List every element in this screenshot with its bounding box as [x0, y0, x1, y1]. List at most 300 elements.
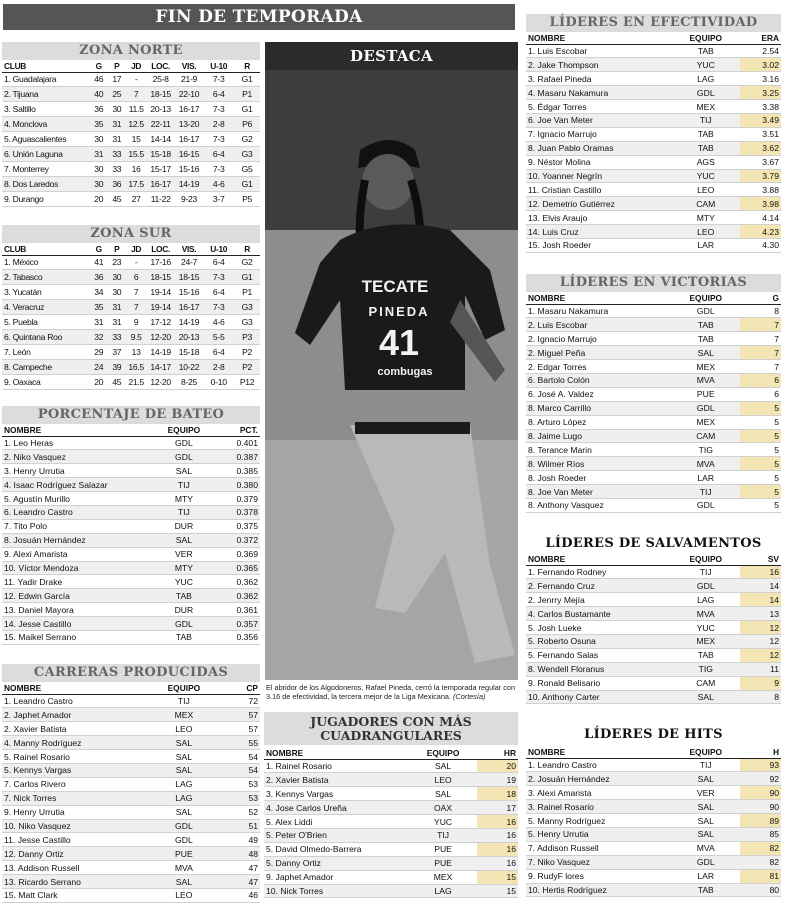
table-cell: P1 — [234, 87, 260, 102]
table-cell: 15 — [477, 884, 518, 898]
caption-credit: (Cortesía) — [453, 692, 486, 702]
table-cell: 19-14 — [146, 300, 174, 315]
table-cell: 2. Miguel Peña — [526, 346, 671, 360]
table-cell: TAB — [671, 332, 740, 346]
table-cell: 33 — [108, 161, 126, 176]
column-header: JD — [126, 243, 147, 255]
table-cell: 14 — [740, 593, 781, 607]
table-cell: 93 — [740, 758, 781, 772]
table-cell: 7 — [740, 360, 781, 374]
table-cell: 8. Joe Van Meter — [526, 485, 671, 499]
table-cell: 5 — [740, 485, 781, 499]
table-row — [526, 225, 781, 239]
table-row — [2, 805, 260, 819]
zona-norte-panel — [2, 42, 260, 207]
table-cell: SAL — [149, 805, 219, 819]
table-cell: 3. Saltillo — [2, 102, 90, 117]
table-cell: 7-3 — [203, 132, 234, 147]
zona-norte-table — [2, 60, 260, 207]
table-row — [526, 183, 781, 197]
table-cell: 21-9 — [175, 72, 203, 87]
table-cell: LAG — [409, 884, 478, 898]
table-cell: 5. David Olmedo-Barrera — [264, 842, 409, 856]
table-row — [2, 344, 260, 359]
table-row — [526, 457, 781, 471]
table-cell: 3.38 — [740, 100, 781, 114]
table-row — [526, 786, 781, 800]
table-cell: GDL — [671, 579, 740, 593]
table-cell: 15. Josh Roeder — [526, 238, 671, 252]
table-cell: TAB — [671, 127, 740, 141]
table-cell: 3. Henry Urrutia — [2, 464, 149, 478]
column-header: CLUB — [2, 60, 90, 72]
table-cell: 47 — [219, 861, 260, 875]
table-cell: 7. Niko Vasquez — [526, 855, 671, 869]
table-row — [526, 238, 781, 252]
table-cell: 13. Daniel Mayora — [2, 603, 149, 617]
table-cell: PUE — [149, 847, 219, 861]
table-cell: SAL — [149, 533, 219, 547]
table-cell: 0.365 — [219, 561, 260, 575]
efectividad-table — [526, 32, 781, 253]
table-row — [526, 593, 781, 607]
table-cell: 36 — [90, 102, 108, 117]
table-cell: TAB — [149, 630, 219, 644]
table-cell: 10. Yoanner Negrín — [526, 169, 671, 183]
table-cell: 16.5 — [126, 359, 147, 374]
table-cell: 9 — [126, 315, 147, 330]
table-cell: 24 — [90, 359, 108, 374]
table-row — [526, 346, 781, 360]
table-cell: LAG — [671, 72, 740, 86]
column-header: VIS. — [175, 243, 203, 255]
table-cell: 1. Rainel Rosario — [264, 759, 409, 773]
table-cell: OAX — [409, 801, 478, 815]
table-cell: 46 — [90, 72, 108, 87]
table-cell: 0.375 — [219, 519, 260, 533]
bateo-title: PORCENTAJE DE BATEO — [2, 406, 260, 424]
table-cell: 85 — [740, 827, 781, 841]
zona_norte-header-row — [2, 60, 260, 72]
table-cell: 7 — [740, 332, 781, 346]
column-header: R — [234, 243, 260, 255]
table-cell: 32 — [90, 329, 108, 344]
table-cell: TAB — [671, 44, 740, 58]
table-cell: 51 — [219, 819, 260, 833]
table-cell: 9-23 — [175, 191, 203, 206]
table-row — [264, 787, 518, 801]
table-cell: 3.98 — [740, 197, 781, 211]
table-cell: 53 — [219, 777, 260, 791]
destaca-title: DESTACA — [265, 42, 518, 70]
table-cell: 0.369 — [219, 547, 260, 561]
column-header: NOMBRE — [526, 553, 671, 565]
table-row — [2, 285, 260, 300]
table-cell: GDL — [671, 304, 740, 318]
table-cell: MTY — [149, 492, 219, 506]
table-row — [264, 773, 518, 787]
table-cell: 8 — [740, 304, 781, 318]
table-cell: GDL — [149, 617, 219, 631]
table-cell: 16-15 — [175, 146, 203, 161]
table-row — [2, 861, 260, 875]
table-cell: 5 — [740, 471, 781, 485]
table-cell: LAR — [671, 238, 740, 252]
table-cell: 5 — [740, 415, 781, 429]
table-cell: 16-17 — [175, 132, 203, 147]
table-cell: 14-14 — [146, 132, 174, 147]
jonrones-header-row — [264, 747, 518, 759]
table-cell: 1. Guadalajara — [2, 72, 90, 87]
table-cell: 14-17 — [146, 359, 174, 374]
pitcher-photo — [265, 70, 518, 680]
table-cell: 2. Xavier Batista — [2, 722, 149, 736]
table-cell: 25 — [108, 87, 126, 102]
table-cell: TAB — [671, 648, 740, 662]
table-row — [264, 801, 518, 815]
column-header: G — [740, 292, 781, 304]
table-cell: TAB — [671, 883, 740, 897]
table-cell: 10. Niko Vasquez — [2, 819, 149, 833]
jersey-brand-text: TECATE — [361, 277, 429, 296]
table-cell: 14-19 — [175, 176, 203, 191]
column-header: NOMBRE — [2, 682, 149, 694]
table-row — [264, 856, 518, 870]
table-cell: 1. Masaru Nakamura — [526, 304, 671, 318]
table-cell: 20 — [477, 759, 518, 773]
table-cell: MEX — [671, 415, 740, 429]
column-header: EQUIPO — [671, 746, 740, 758]
table-row — [264, 759, 518, 773]
table-cell: 18 — [477, 787, 518, 801]
table-cell: 8. Juan Pablo Oramas — [526, 141, 671, 155]
table-cell: 5. Rainel Rosario — [2, 750, 149, 764]
table-row — [526, 141, 781, 155]
table-row — [526, 318, 781, 332]
table-cell: 2. Jake Thompson — [526, 58, 671, 72]
table-cell: 6 — [740, 387, 781, 401]
table-cell: 34 — [90, 285, 108, 300]
column-header: H — [740, 746, 781, 758]
table-cell: 17 — [477, 801, 518, 815]
table-cell: 20-13 — [175, 329, 203, 344]
table-cell: 19-14 — [146, 285, 174, 300]
table-cell: 5. Puebla — [2, 315, 90, 330]
table-cell: SAL — [671, 346, 740, 360]
column-header: ERA — [740, 32, 781, 44]
table-cell: 30 — [108, 270, 126, 285]
table-cell: 22-10 — [175, 87, 203, 102]
table-cell: 5. Kennys Vargas — [2, 763, 149, 777]
table-row — [2, 519, 260, 533]
table-cell: GDL — [149, 819, 219, 833]
table-cell: 5. Danny Ortiz — [264, 856, 409, 870]
table-row — [526, 498, 781, 512]
table-cell: SAL — [149, 464, 219, 478]
table-cell: 7. Ignacio Marrujo — [526, 127, 671, 141]
zona_sur-header-row — [2, 243, 260, 255]
table-row — [526, 758, 781, 772]
table-cell: 4. Manny Rodríguez — [2, 736, 149, 750]
table-cell: LEO — [149, 722, 219, 736]
column-header: NOMBRE — [526, 292, 671, 304]
table-cell: SAL — [409, 787, 478, 801]
table-cell: 10. Anthony Carter — [526, 690, 671, 704]
table-cell: 15-18 — [175, 344, 203, 359]
table-cell: SAL — [671, 827, 740, 841]
table-row — [2, 617, 260, 631]
zona-sur-panel — [2, 225, 260, 390]
jersey-number-text: 41 — [378, 322, 420, 363]
table-cell: 1. Leo Heras — [2, 436, 149, 450]
table-row — [264, 815, 518, 829]
table-cell: 31 — [90, 315, 108, 330]
table-row — [526, 855, 781, 869]
table-cell: 3. Yucatán — [2, 285, 90, 300]
table-cell: 10. Nick Torres — [264, 884, 409, 898]
table-row — [526, 485, 781, 499]
table-cell: YUC — [671, 58, 740, 72]
column-header: NOMBRE — [2, 424, 149, 436]
table-cell: 2. Edgar Torres — [526, 360, 671, 374]
table-cell: 22-11 — [146, 117, 174, 132]
table-cell: GDL — [149, 436, 219, 450]
table-cell: 5. Agustín Murillo — [2, 492, 149, 506]
table-row — [2, 132, 260, 147]
table-row — [526, 827, 781, 841]
table-cell: 7. Monterrey — [2, 161, 90, 176]
carreras-header-row — [2, 682, 260, 694]
table-row — [2, 270, 260, 285]
table-cell: 4. Veracruz — [2, 300, 90, 315]
table-cell: 2. Josuán Hernández — [526, 772, 671, 786]
table-cell: 20 — [90, 374, 108, 389]
table-cell: 15.5 — [126, 146, 147, 161]
table-cell: 7. Nick Torres — [2, 791, 149, 805]
table-cell: 5 — [740, 498, 781, 512]
table-cell: 4.14 — [740, 211, 781, 225]
table-cell: 4. Isaac Rodríguez Salazar — [2, 478, 149, 492]
table-cell: 48 — [219, 847, 260, 861]
table-cell: 8-25 — [175, 374, 203, 389]
table-cell: YUC — [671, 169, 740, 183]
table-cell: 2. Tijuana — [2, 87, 90, 102]
salvamentos-panel — [526, 535, 781, 704]
table-cell: TIJ — [671, 113, 740, 127]
table-cell: TAB — [671, 318, 740, 332]
table-row — [2, 875, 260, 889]
table-row — [526, 800, 781, 814]
table-cell: 53 — [219, 791, 260, 805]
table-cell: 47 — [219, 875, 260, 889]
table-cell: 82 — [740, 855, 781, 869]
table-cell: 35 — [90, 300, 108, 315]
table-cell: 31 — [108, 315, 126, 330]
table-cell: 8. Marco Carrillo — [526, 401, 671, 415]
table-row — [2, 505, 260, 519]
jonrones-title-line2: CUADRANGULARES — [320, 728, 462, 743]
salvamentos-table — [526, 553, 781, 704]
table-cell: - — [126, 72, 147, 87]
table-row — [526, 44, 781, 58]
column-header: G — [90, 60, 108, 72]
table-row — [2, 833, 260, 847]
table-cell: 5. Roberto Osuna — [526, 634, 671, 648]
table-cell: 7 — [740, 318, 781, 332]
table-cell: LAG — [671, 593, 740, 607]
table-row — [2, 191, 260, 206]
table-row — [2, 575, 260, 589]
table-cell: 20-13 — [146, 102, 174, 117]
column-header: SV — [740, 553, 781, 565]
table-row — [526, 607, 781, 621]
table-cell: TIJ — [149, 505, 219, 519]
table-cell: MVA — [671, 457, 740, 471]
column-header: PCT. — [219, 424, 260, 436]
table-cell: G3 — [234, 315, 260, 330]
table-cell: LAR — [671, 869, 740, 883]
table-cell: 3.88 — [740, 183, 781, 197]
table-cell: 6-4 — [203, 285, 234, 300]
table-cell: 3. Alexi Amarista — [526, 786, 671, 800]
table-row — [2, 72, 260, 87]
table-row — [526, 86, 781, 100]
table-row — [2, 603, 260, 617]
table-cell: TIJ — [671, 758, 740, 772]
column-header: P — [108, 60, 126, 72]
carreras-title: CARRERAS PRODUCIDAS — [2, 664, 260, 682]
table-cell: 45 — [108, 191, 126, 206]
table-cell: 7-3 — [203, 270, 234, 285]
table-cell: 15-16 — [175, 285, 203, 300]
table-cell: 9. Néstor Molina — [526, 155, 671, 169]
bateo-table — [2, 424, 260, 645]
table-cell: 16-17 — [175, 300, 203, 315]
table-cell: 41 — [90, 255, 108, 270]
table-cell: 12. Danny Ortiz — [2, 847, 149, 861]
hits-title: LÍDERES DE HITS — [526, 726, 781, 744]
table-cell: 35 — [90, 117, 108, 132]
table-cell: 25-8 — [146, 72, 174, 87]
table-cell: G1 — [234, 176, 260, 191]
table-cell: 80 — [740, 883, 781, 897]
column-header: CLUB — [2, 243, 90, 255]
table-cell: 6 — [740, 373, 781, 387]
table-cell: 12. Demetrio Gutiérrez — [526, 197, 671, 211]
table-cell: MEX — [409, 870, 478, 884]
table-cell: 2-8 — [203, 359, 234, 374]
column-header: EQUIPO — [409, 747, 478, 759]
table-row — [2, 374, 260, 389]
table-cell: 7. Carlos Rivero — [2, 777, 149, 791]
victorias-header-row — [526, 292, 781, 304]
table-cell: CAM — [671, 676, 740, 690]
table-cell: 2. Niko Vasquez — [2, 450, 149, 464]
table-cell: 54 — [219, 763, 260, 777]
table-row — [2, 450, 260, 464]
table-cell: 15. Maikel Serrano — [2, 630, 149, 644]
caption-text: El abridor de los Algodoneros, Rafael Pineda, cerró la temporada regular con 3.16 de efectividad, la tercera mejor de la Liga Mexicana. — [266, 683, 516, 702]
table-cell: 23 — [108, 255, 126, 270]
table-cell: 0.372 — [219, 533, 260, 547]
table-cell: 3. Kennys Vargas — [264, 787, 409, 801]
table-cell: 15-16 — [175, 161, 203, 176]
table-cell: 0.362 — [219, 589, 260, 603]
table-cell: 9. Oaxaca — [2, 374, 90, 389]
table-cell: GDL — [671, 498, 740, 512]
table-row — [526, 304, 781, 318]
table-cell: P12 — [234, 374, 260, 389]
table-cell: 0.387 — [219, 450, 260, 464]
table-cell: 10-22 — [175, 359, 203, 374]
table-cell: 16 — [477, 842, 518, 856]
table-cell: 14 — [740, 579, 781, 593]
table-cell: - — [126, 255, 147, 270]
table-row — [526, 415, 781, 429]
table-cell: 31 — [90, 146, 108, 161]
table-cell: 90 — [740, 800, 781, 814]
pitcher-illustration — [265, 70, 518, 680]
table-cell: 2. Japhet Amador — [2, 708, 149, 722]
table-row — [526, 360, 781, 374]
table-cell: LEO — [671, 183, 740, 197]
table-cell: MEX — [671, 360, 740, 374]
table-cell: G1 — [234, 72, 260, 87]
table-cell: PUE — [409, 842, 478, 856]
destaca-panel — [265, 42, 518, 702]
table-cell: 0.380 — [219, 478, 260, 492]
table-cell: 12-20 — [146, 329, 174, 344]
table-cell: 31 — [108, 300, 126, 315]
table-cell: 12. Edwin García — [2, 589, 149, 603]
table-row — [2, 161, 260, 176]
table-row — [2, 791, 260, 805]
table-cell: 2-8 — [203, 117, 234, 132]
bateo-header-row — [2, 424, 260, 436]
table-row — [526, 197, 781, 211]
table-cell: MTY — [671, 211, 740, 225]
column-header: EQUIPO — [671, 32, 740, 44]
table-cell: 2.54 — [740, 44, 781, 58]
table-cell: AGS — [671, 155, 740, 169]
table-cell: 7 — [126, 285, 147, 300]
table-cell: 82 — [740, 841, 781, 855]
table-cell: 1. Fernando Rodney — [526, 565, 671, 579]
carreras-panel — [2, 664, 260, 903]
table-cell: 0.362 — [219, 575, 260, 589]
table-cell: 30 — [90, 161, 108, 176]
table-cell: 54 — [219, 750, 260, 764]
table-cell: 15-18 — [146, 146, 174, 161]
table-cell: TIJ — [149, 694, 219, 708]
table-cell: LEO — [149, 888, 219, 902]
table-cell: 92 — [740, 772, 781, 786]
table-cell: 45 — [108, 374, 126, 389]
column-header: EQUIPO — [149, 682, 219, 694]
table-cell: 6. Bartolo Colón — [526, 373, 671, 387]
hits-table — [526, 746, 781, 897]
table-cell: 17.5 — [126, 176, 147, 191]
table-cell: 36 — [90, 270, 108, 285]
column-header: LOC. — [146, 60, 174, 72]
jonrones-table — [264, 747, 518, 898]
table-row — [2, 847, 260, 861]
table-cell: 21.5 — [126, 374, 147, 389]
table-row — [2, 255, 260, 270]
table-row — [526, 676, 781, 690]
table-row — [526, 373, 781, 387]
table-row — [526, 72, 781, 86]
